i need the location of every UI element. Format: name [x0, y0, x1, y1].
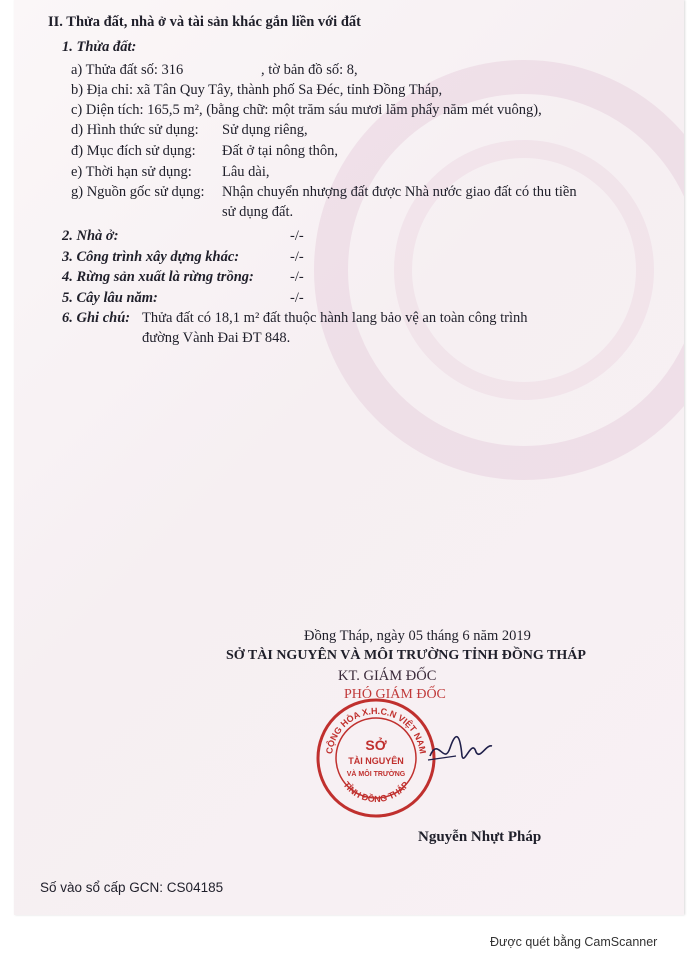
seal-bottom-text: TỈNH ĐỒNG THÁP	[341, 779, 411, 805]
usage-purpose-value: Đất ở tại nông thôn,	[222, 143, 338, 159]
certificate-page	[14, 0, 684, 915]
seal-center-line-3: VÀ MÔI TRƯỜNG	[346, 771, 406, 778]
registry-number: Số vào sổ cấp GCN: CS04185	[40, 880, 224, 895]
note-label: 6. Ghi chú:	[62, 310, 131, 326]
scanner-watermark-text: Được quét bằng CamScanner	[490, 935, 658, 949]
svg-text:TỈNH ĐỒNG THÁP	[341, 780, 410, 804]
note-line-2: đường Vành Đai ĐT 848.	[142, 330, 291, 346]
house-label: 2. Nhà ở:	[62, 228, 119, 244]
usage-purpose-label: đ) Mục đích sử dụng:	[71, 143, 196, 159]
parcel-number: a) Thửa đất số: 316	[71, 62, 184, 78]
note-line-1: Thửa đất có 18,1 m² đất thuộc hành lang bảo vệ an toàn công trình	[142, 310, 528, 326]
seal-outer-text: CỘNG HÒA X.H.C.N VIỆT NAM	[324, 705, 428, 755]
other-construction-label: 3. Công trình xây dựng khác:	[62, 249, 240, 265]
seal-center-line-1: SỞ	[365, 737, 387, 753]
usage-origin-value-2: sử dụng đất.	[222, 204, 294, 220]
house-value: -/-	[290, 228, 304, 244]
other-construction-value: -/-	[290, 249, 304, 265]
seal-center-line-2: TÀI NGUYÊN	[348, 756, 404, 766]
usage-origin-label: g) Nguồn gốc sử dụng:	[71, 184, 205, 200]
watermark-inner-ring	[394, 140, 654, 400]
land-heading: 1. Thửa đất:	[62, 39, 137, 55]
official-seal-stamp	[314, 696, 438, 820]
issuing-agency: SỞ TÀI NGUYÊN VÀ MÔI TRƯỜNG TỈNH ĐỒNG THÁP	[226, 648, 586, 663]
signer-name: Nguyễn Nhựt Pháp	[418, 829, 542, 845]
usage-form-value: Sử dụng riêng,	[222, 122, 308, 138]
perennial-label: 5. Cây lâu năm:	[62, 290, 158, 306]
place-date: Đồng Tháp, ngày 05 tháng 6 năm 2019	[304, 628, 531, 644]
perennial-value: -/-	[290, 290, 304, 306]
address-line: b) Địa chỉ: xã Tân Quy Tây, thành phố Sa Đéc, tỉnh Đồng Tháp,	[71, 82, 443, 98]
map-sheet-number: , tờ bản đồ số: 8,	[261, 62, 358, 78]
section-title: II. Thửa đất, nhà ở và tài sản khác gắn liền với đất	[48, 14, 361, 30]
forest-value: -/-	[290, 269, 304, 285]
area-line: c) Diện tích: 165,5 m², (bằng chữ: một trăm sáu mươi lăm phẩy năm mét vuông),	[71, 102, 542, 118]
deputy-director: PHÓ GIÁM ĐỐC	[344, 687, 446, 702]
usage-form-label: d) Hình thức sử dụng:	[71, 122, 199, 138]
forest-label: 4. Rừng sản xuất là rừng trồng:	[62, 269, 254, 285]
usage-term-value: Lâu dài,	[222, 164, 270, 180]
handwritten-signature	[426, 726, 496, 776]
usage-term-label: e) Thời hạn sử dụng:	[71, 164, 192, 180]
kt-director: KT. GIÁM ĐỐC	[338, 668, 437, 684]
usage-origin-value-1: Nhận chuyển nhượng đất được Nhà nước giao đất có thu tiền	[222, 184, 577, 200]
